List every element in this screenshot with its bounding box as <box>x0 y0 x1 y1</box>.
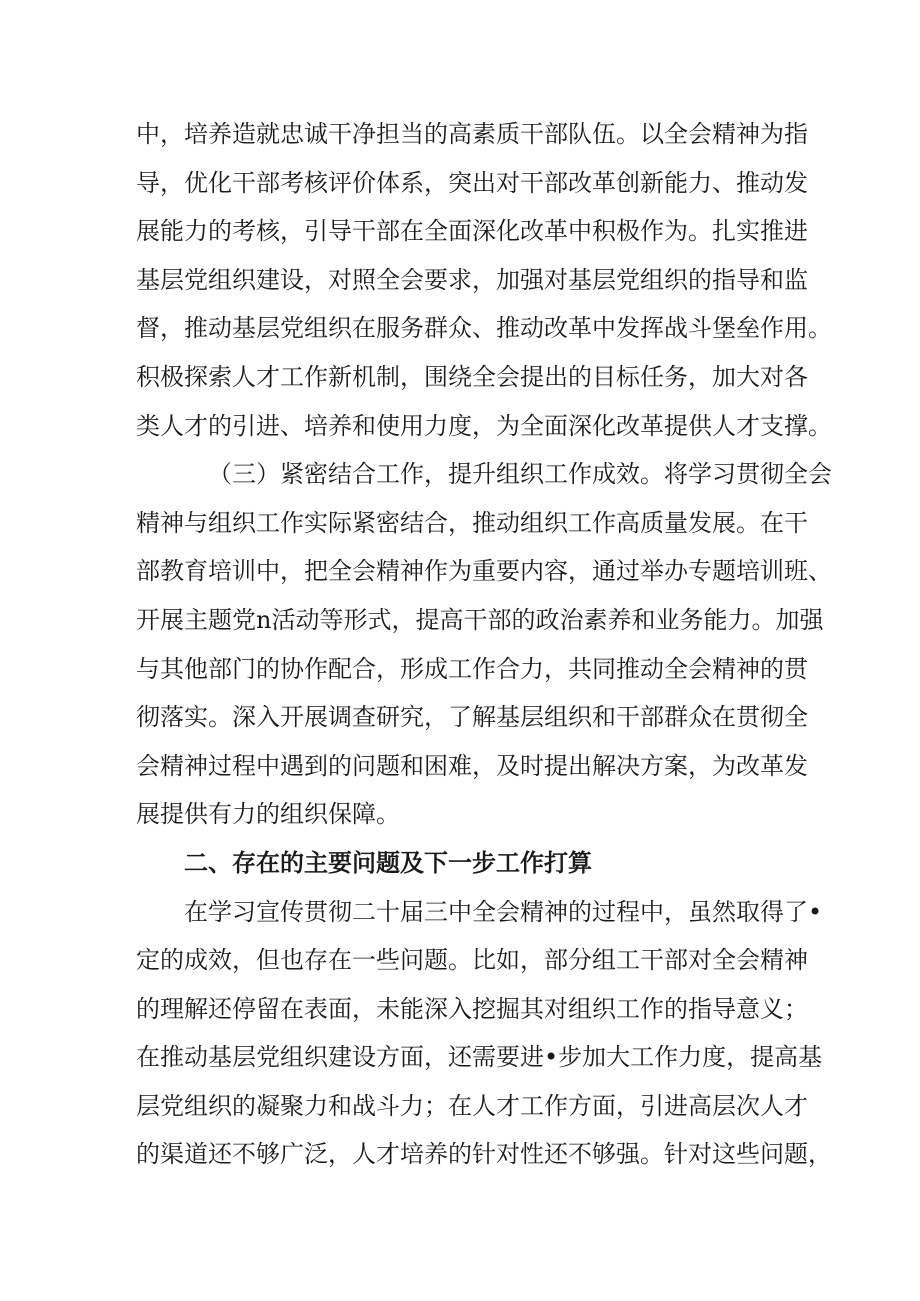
paragraph-line: 定的成效，但也存在一些问题。比如，部分组工干部对全会精神 <box>136 946 808 975</box>
paragraph-line: 督，推动基层党组织在服务群众、推动改革中发挥战斗堡垒作用。 <box>136 314 832 343</box>
paragraph-line: 在推动基层党组织建设方面，还需要进•步加大工作力度，提高基 <box>136 1043 823 1072</box>
paragraph-line: 在学习宣传贯彻二十届三中全会精神的过程中，虽然取得了• <box>184 897 823 926</box>
paragraph-line: 的理解还停留在表面，未能深入挖掘其对组织工作的指导意义； <box>136 994 808 1023</box>
paragraph-line: 与其他部门的协作配合，形成工作合力，共同推动全会精神的贯 <box>136 654 808 683</box>
paragraph-line: （三）紧密结合工作，提升组织工作成效。将学习贯彻全会 <box>208 460 832 489</box>
paragraph-line: 中，培养造就忠诚干净担当的高素质干部队伍。以全会精神为指 <box>136 120 808 148</box>
paragraph-line: 基层党组织建设，对照全会要求，加强对基层党组织的指导和监 <box>136 265 808 294</box>
paragraph-problems <box>136 888 832 1180</box>
paragraph-line: 彻落实。深入开展调查研究，了解基层组织和干部群众在贯彻全 <box>136 703 808 732</box>
paragraph-line: 展提供有力的组织保障。 <box>136 800 400 829</box>
paragraph-line: 会精神过程中遇到的问题和困难，及时提出解决方案，为改革发 <box>136 751 808 780</box>
paragraph-line: 精神与组织工作实际紧密结合，推动组织工作高质量发展。在干 <box>136 508 808 537</box>
paragraph-line: 部教育培训中，把全会精神作为重要内容，通过举办专题培训班、 <box>136 557 832 586</box>
section-heading: 二、存在的主要问题及下一步工作打算 <box>184 848 592 877</box>
paragraph-line: 的渠道还不够广泛，人才培养的针对性还不够强。针对这些问题， <box>136 1140 832 1169</box>
paragraph-line: 积极探索人才工作新机制，围绕全会提出的目标任务，加大对各 <box>136 362 808 391</box>
paragraph-line: 类人才的引进、培养和使用力度，为全面深化改革提供人才支撑。 <box>136 411 832 440</box>
paragraph-line: 层党组织的凝聚力和战斗力；在人才工作方面，引进高层次人才 <box>136 1091 808 1120</box>
paragraph-line: 导，优化干部考核评价体系，突出对干部改革创新能力、推动发 <box>136 168 808 197</box>
paragraph-work-integration <box>136 450 832 839</box>
paragraph-cadre-team <box>136 110 832 450</box>
paragraph-line: 开展主题党n活动等形式，提高干部的政治素养和业务能力。加强 <box>136 605 824 634</box>
document-body <box>136 110 832 1179</box>
paragraph-line: 展能力的考核，引导干部在全面深化改革中积极作为。扎实推进 <box>136 217 808 246</box>
